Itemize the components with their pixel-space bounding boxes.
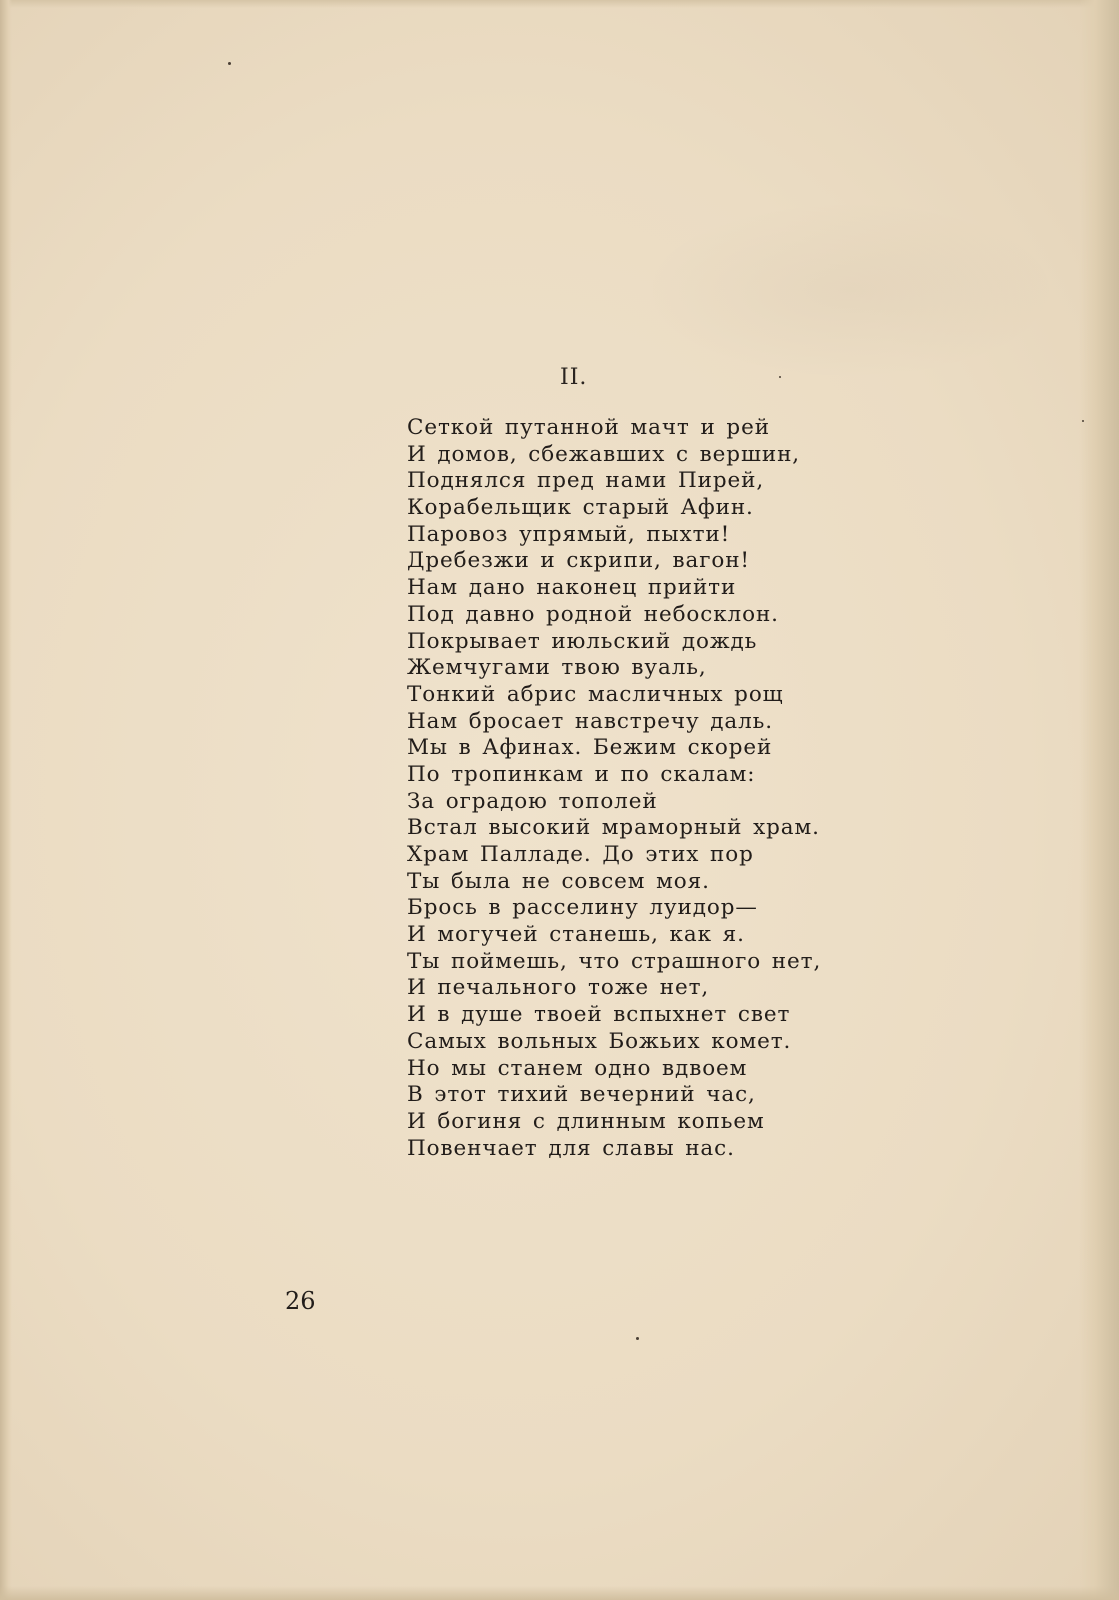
poem-line: Тонкий абрис масличных рощ: [407, 681, 784, 707]
paper-speck: [1082, 420, 1084, 422]
paper-speck: [228, 62, 231, 65]
poem-line: Ты была не совсем моя.: [407, 868, 710, 894]
poem-line: По тропинкам и по скалам:: [407, 761, 756, 787]
poem-line: Нам дано наконец прийти: [407, 575, 737, 601]
poem-line: В этот тихий вечерний час,: [407, 1082, 756, 1108]
paper-left-edge: [0, 0, 12, 1600]
paper-speck: [636, 1337, 639, 1340]
poem-line: Паровоз упрямый, пыхти!: [407, 521, 731, 547]
poem-line: Жемчугами твою вуаль,: [407, 655, 707, 681]
poem-line: Брось в расселину луидор—: [407, 895, 758, 921]
poem-line: Самых вольных Божьих комет.: [407, 1028, 792, 1054]
poem-line: Дребезжи и скрипи, вагон!: [407, 548, 750, 574]
poem-line: Корабельщик старый Афин.: [407, 495, 754, 521]
paper-bottom-edge: [0, 1586, 1119, 1600]
show-through-bleed: [640, 200, 1060, 380]
poem-line: Под давно родной небосклон.: [407, 601, 779, 627]
poem-line: И домов, сбежавших с вершин,: [407, 441, 801, 467]
poem-line: За оградою тополей: [407, 788, 658, 814]
poem-line: Мы в Афинах. Бежим скорей: [407, 735, 773, 761]
poem-line: Повенчает для славы нас.: [407, 1135, 735, 1161]
paper-top-edge: [0, 0, 1119, 8]
poem-line: Храм Палладе. До этих пор: [407, 842, 754, 867]
poem-line: Но мы станем одно вдвоем: [407, 1055, 748, 1081]
section-number: II.: [560, 365, 588, 390]
paper-right-edge: [1079, 0, 1119, 1600]
poem-line: И печального тоже нет,: [407, 975, 710, 1001]
poem-line: Нам бросает навстречу даль.: [407, 708, 774, 734]
poem-line: Встал высокий мраморный храм.: [407, 815, 820, 841]
poem: [407, 415, 821, 1162]
poem-line: Ты поймешь, что страшного нет,: [407, 948, 822, 974]
poem-line: Сеткой путанной мачт и рей: [407, 415, 770, 440]
poem-line: Поднялся пред нами Пирей,: [407, 468, 765, 494]
paper-speck: [779, 376, 781, 378]
poem-line: И в душе твоей вспыхнет свет: [407, 1002, 791, 1028]
poem-line: И богиня с длинным копьем: [407, 1108, 765, 1134]
page-number: 26: [285, 1287, 316, 1315]
poem-line: И могучей станешь, как я.: [407, 922, 745, 948]
poem-line: Покрывает июльский дождь: [407, 628, 758, 654]
